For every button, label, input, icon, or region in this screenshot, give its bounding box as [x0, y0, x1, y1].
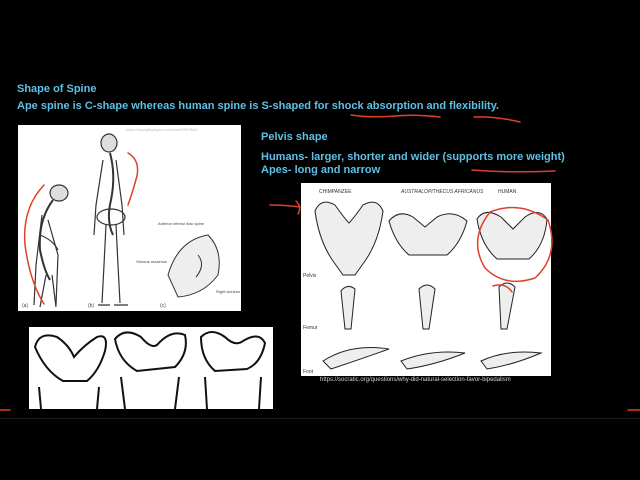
underline-absorption: [351, 115, 440, 117]
col-chimpanzee: CHIMPANZEE: [319, 189, 352, 195]
spine-watermark: https://studylibplayer.com/slide/5997864: [126, 127, 197, 132]
slide-bottom-border: [0, 418, 640, 419]
row-foot: Foot: [303, 369, 314, 375]
label-anterior: Anterior inferior iliac spine: [158, 221, 205, 226]
comparison-illustration: [301, 183, 551, 376]
label-ischium: Right ischium: [216, 289, 241, 294]
spine-heading: Shape of Spine: [17, 83, 97, 95]
row-femur: Femur: [303, 325, 318, 331]
pelvis-heading: Pelvis shape: [261, 131, 328, 143]
pelvis-apes-text: Apes- long and narrow: [261, 164, 381, 176]
col-australopithecus: AUSTRALOPITHECUS AFRICANUS: [401, 189, 484, 195]
label-gluteus: Gluteus maximus: [136, 259, 167, 264]
spine-description: Ape spine is C-shape whereas human spine is S-shaped for shock absorption and flexibility.: [17, 100, 500, 112]
source-link[interactable]: https://socratic.org/questions/why-did-natural-selection-favor-bipedalism: [320, 377, 511, 383]
hip-illustration: [29, 327, 273, 409]
underline-flexibility: [474, 117, 520, 122]
label-b: (b): [88, 303, 95, 309]
col-human: HUMAN: [498, 189, 517, 195]
skeleton-illustration: [18, 125, 241, 311]
label-a: (a): [22, 303, 29, 309]
pelvis-femur-foot-comparison: [301, 183, 551, 376]
arrow-mark: [270, 201, 300, 214]
hip-bones-image: [29, 327, 273, 409]
underline-weight: [472, 170, 555, 172]
spine-comparison-image: [18, 125, 241, 311]
label-c: (c): [160, 303, 166, 309]
pelvis-humans-text: Humans- larger, shorter and wider (supports more weight): [261, 151, 565, 163]
row-pelvis: Pelvis: [303, 273, 317, 279]
